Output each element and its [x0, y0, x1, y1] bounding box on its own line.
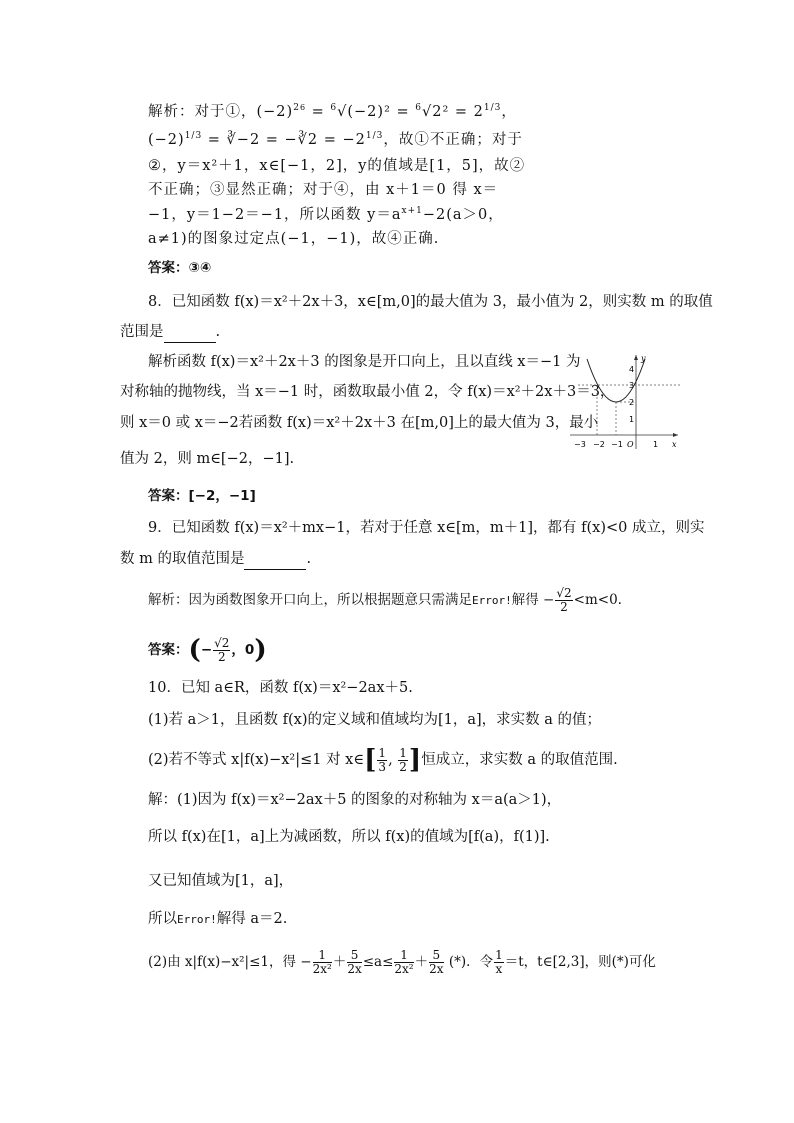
x-tick-label: 1	[653, 440, 659, 449]
y-tick-label: 1	[629, 415, 635, 424]
y-axis-arrow	[634, 355, 638, 360]
x-axis-arrow	[673, 433, 678, 437]
x-tick-label: −2	[593, 440, 605, 449]
origin-label: O	[627, 440, 634, 449]
exponent: 2	[293, 103, 300, 114]
y-tick-label: 3	[629, 381, 635, 390]
x-tick-label: −1	[611, 440, 623, 449]
question-10-part-2: (2)若不等式 x|f(x)−x²|≤1 对 x∈[ $\frac{1}{3}$ , $\frac{1}{2}$ ]恒成立，求实数 a 的取值范围.	[148, 745, 618, 775]
answer-blank	[164, 322, 216, 343]
solution-7-line-2: $(-2)^{1/3}$ = ∛−2 = −∛2 = $-2^{1/3}$，故①不正确；对于	[148, 131, 523, 148]
fraction: $\frac{5}{2x}$	[347, 948, 362, 976]
answer-9: 答案：(− $\frac{√2}{2}$ ，0)	[148, 635, 267, 665]
fraction: $\frac{√2}{2}$	[556, 586, 572, 614]
question-9-line-1: 9．已知函数 f(x)＝x²＋mx−1，若对于任意 x∈[m，m＋1]，都有 f(x)<0 成立，则实	[148, 520, 705, 536]
y-axis-label: y	[641, 354, 646, 363]
question-10-line-1: 10．已知 a∈R，函数 f(x)＝x²−2ax＋5.	[148, 680, 413, 696]
fraction: $\frac{1}{x}$	[495, 948, 503, 976]
solution-7-line-3: ②，y＝x²＋1，x∈[−1，2]，y的值域是[1，5]，故②	[148, 158, 526, 174]
solution-8-line-3: 则 x＝0 或 x＝−2若函数 f(x)＝x²＋2x＋3 在[m,0]上的最大值为 3，最小	[120, 415, 599, 431]
solution-7-line-6: a≠1)的图象过定点(−1，−1)，故④正确.	[148, 231, 440, 247]
x-tick-label: −3	[574, 440, 586, 449]
y-tick-label: 4	[629, 365, 635, 374]
solution-8-line-2: 对称轴的抛物线，当 x＝−1 时，函数取最小值 2，令 f(x)＝x²＋2x＋3＝3，	[120, 384, 615, 400]
fraction: $\frac{√2}{2}$	[214, 635, 230, 664]
solution-7-line-1: 解析：对于①，$(-2)^{26} = ^6√(-2)^2 = ^6√2^2 = 2^{1/3}$，	[148, 103, 517, 120]
solution-9: 解析：因为函数图象开口向上，所以根据题意只需满足Error!解得 − $\frac{√2}{2}$ <m<0.	[148, 586, 622, 614]
fraction: $\frac{1}{\text{2x²}}$	[394, 948, 414, 976]
solution-7-line-5: −1，y＝1−2＝−1，所以函数 $y=a^{x+1}-2(a>0$，	[148, 206, 504, 223]
answer-blank	[244, 549, 306, 570]
fraction: $\frac{1}{\text{2x²}}$	[312, 948, 332, 976]
answer-8: 答案：[−2，−1]	[148, 488, 256, 504]
solution-10-line-5: (2)由 x|f(x)−x²|≤1，得 − $\frac{1}{\text{2x²}}$ ＋ $\frac{5}{2x}$ ≤a≤ $\frac{1}{\text{2x²}}$ ＋ $\frac{5}{2x}$ (*)．令 $\frac{1}{x}$ ＝t，t∈[2,3]，则(*)可化	[148, 948, 656, 976]
fraction: $\frac{1}{3}$	[378, 745, 387, 774]
solution-10-line-1: 解：(1)因为 f(x)＝x²−2ax＋5 的图象的对称轴为 x＝a(a＞1)，	[148, 792, 562, 808]
y-tick-label: 2	[629, 398, 635, 407]
question-10-part-1: (1)若 a＞1，且函数 f(x)的定义域和值域均为[1，a]，求实数 a 的值；	[148, 712, 602, 728]
question-8-line-2: 范围是 .	[120, 322, 220, 343]
question-8-line-1: 8．已知函数 f(x)＝x²＋2x＋3，x∈[m,0]的最大值为 3，最小值为 2，则实数 m 的取值	[148, 294, 713, 310]
solution-8-line-4: 值为 2，则 m∈[−2，−1].	[120, 451, 295, 467]
solution-10-line-2: 所以 f(x)在[1，a]上为减函数，所以 f(x)的值域为[f(a)，f(1)].	[148, 829, 550, 845]
fraction: $\frac{1}{2}$	[399, 745, 407, 774]
x-axis-label: x	[672, 440, 677, 449]
solution-7-line-4: 不正确；③显然正确；对于④，由 x＋1＝0 得 x＝	[148, 182, 499, 198]
fraction: $\frac{5}{2x}$	[429, 948, 444, 976]
parabola-graph	[568, 353, 680, 453]
solution-8-line-1: 解析函数 f(x)＝x²＋2x＋3 的图象是开口向上，且以直线 x＝−1 为	[148, 354, 581, 370]
solution-10-line-4: 所以Error!解得 a＝2.	[148, 911, 288, 927]
answer-7: 答案：③④	[148, 260, 212, 276]
question-9-line-2: 数 m 的取值范围是 .	[120, 549, 311, 570]
solution-10-line-3: 又已知值域为[1，a]，	[148, 873, 294, 889]
